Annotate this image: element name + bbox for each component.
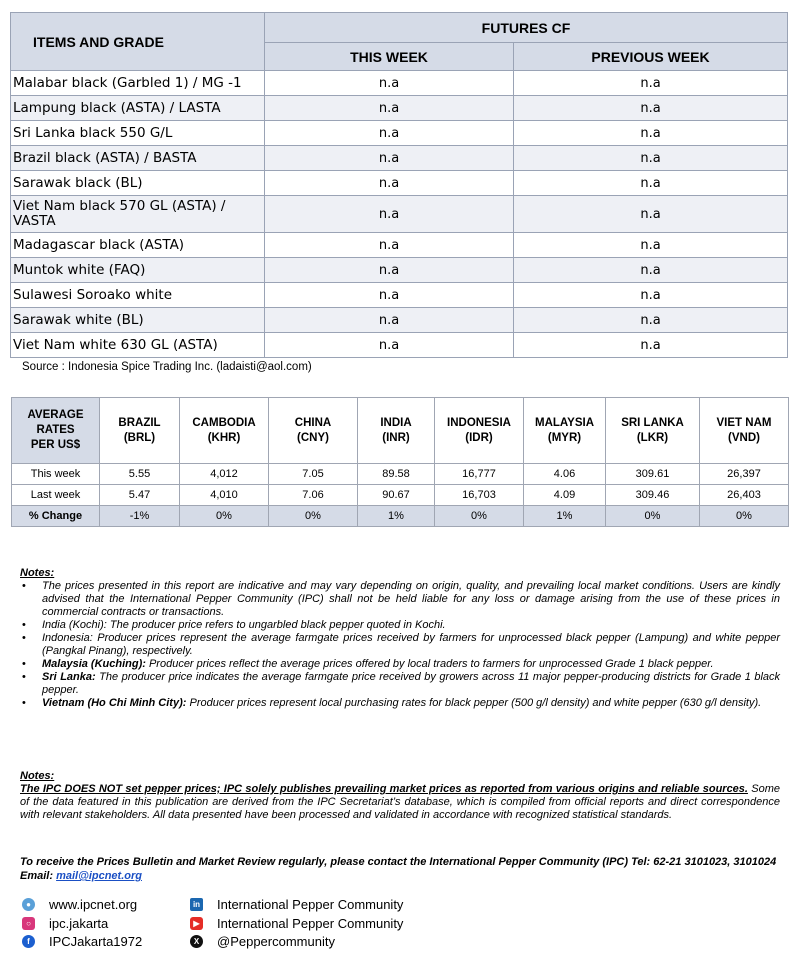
previous-week-value: n.a xyxy=(514,233,788,258)
change-value: 0% xyxy=(606,506,700,527)
rate-value: 4.09 xyxy=(524,485,606,506)
currency-code: (IDR) xyxy=(465,431,493,444)
previous-week-value: n.a xyxy=(514,196,788,233)
country-name: INDIA xyxy=(380,416,412,429)
linkedin-icon: in xyxy=(190,898,203,911)
currency-header-lkr xyxy=(606,398,700,464)
currency-header-khr xyxy=(180,398,269,464)
notes-section xyxy=(20,567,780,710)
this-week-value: n.a xyxy=(265,171,514,196)
disclaimer-section xyxy=(20,770,780,822)
corner-line-2: RATES xyxy=(36,424,75,436)
currency-header-myr xyxy=(524,398,606,464)
country-name: CAMBODIA xyxy=(192,416,256,429)
note-item xyxy=(20,619,780,632)
change-value: 0% xyxy=(180,506,269,527)
social-website[interactable] xyxy=(22,895,137,913)
social-facebook[interactable] xyxy=(22,932,142,950)
table-row xyxy=(11,71,788,96)
x-label: @Peppercommunity xyxy=(217,933,335,949)
table-row xyxy=(11,121,788,146)
table-row xyxy=(11,96,788,121)
item-grade: Sulawesi Soroako white xyxy=(11,283,265,308)
disclaimer-text: Some of the data featured in this publication are derived from the IPC Secretariat’s database, which is compiled from official reports and direct correspondence with relevant stakeholders. All data presented have been processed and validated in accordance with recognized statistical standards. xyxy=(20,783,780,821)
item-grade: Sri Lanka black 550 G/L xyxy=(11,121,265,146)
table-row xyxy=(11,233,788,258)
note-item xyxy=(20,580,780,619)
rate-value: 90.67 xyxy=(358,485,435,506)
rate-value: 4,012 xyxy=(180,464,269,485)
instagram-icon: ○ xyxy=(22,917,35,930)
youtube-label: International Pepper Community xyxy=(217,915,404,931)
disclaimer-strong: The IPC DOES NOT set pepper prices; IPC solely publishes prevailing market prices as reported from various origins and reliable sources. xyxy=(20,783,748,795)
currency-code: (CNY) xyxy=(297,431,329,444)
currency-header-vnd xyxy=(700,398,789,464)
previous-week-value: n.a xyxy=(514,96,788,121)
item-grade: Sarawak black (BL) xyxy=(11,171,265,196)
rates-corner-header xyxy=(12,398,100,464)
currency-code: (LKR) xyxy=(636,431,669,444)
this-week-value: n.a xyxy=(265,121,514,146)
column-header-futures-cf: FUTURES CF xyxy=(265,13,788,43)
currency-code: (VND) xyxy=(728,431,760,444)
x-icon: X xyxy=(190,935,203,948)
change-value: 0% xyxy=(269,506,358,527)
previous-week-value: n.a xyxy=(514,333,788,358)
note-text: The prices presented in this report are indicative and may vary depending on origin, quality, and prevailing local market conditions. Users are kindly advised that the International Pepper Community (IPC) shall not be held liable for any loss or damage arising from the use of these prices in commercial contracts or transactions. xyxy=(42,580,780,618)
item-grade: Malabar black (Garbled 1) / MG -1 xyxy=(11,71,265,96)
currency-header-idr xyxy=(435,398,524,464)
globe-icon: ● xyxy=(22,898,35,911)
country-name: INDONESIA xyxy=(447,416,511,429)
rates-row-this-week xyxy=(12,464,789,485)
rate-value: 7.06 xyxy=(269,485,358,506)
row-label: Last week xyxy=(12,485,100,506)
rates-row-last-week xyxy=(12,485,789,506)
item-grade: Lampung black (ASTA) / LASTA xyxy=(11,96,265,121)
previous-week-value: n.a xyxy=(514,308,788,333)
rate-value: 16,777 xyxy=(435,464,524,485)
instagram-label: ipc.jakarta xyxy=(49,915,109,931)
item-grade: Madagascar black (ASTA) xyxy=(11,233,265,258)
currency-header-inr xyxy=(358,398,435,464)
this-week-value: n.a xyxy=(265,196,514,233)
previous-week-value: n.a xyxy=(514,146,788,171)
change-value: 1% xyxy=(524,506,606,527)
note-item xyxy=(20,671,780,697)
row-label: % Change xyxy=(12,506,100,527)
contact-info xyxy=(20,855,780,883)
change-value: 0% xyxy=(700,506,789,527)
this-week-value: n.a xyxy=(265,283,514,308)
previous-week-value: n.a xyxy=(514,121,788,146)
currency-code: (BRL) xyxy=(123,431,156,444)
rate-value: 26,403 xyxy=(700,485,789,506)
rate-value: 5.55 xyxy=(100,464,180,485)
change-value: -1% xyxy=(100,506,180,527)
social-linkedin[interactable] xyxy=(190,895,403,913)
item-grade: Sarawak white (BL) xyxy=(11,308,265,333)
note-item xyxy=(20,632,780,658)
country-name: BRAZIL xyxy=(118,416,161,429)
linkedin-label: International Pepper Community xyxy=(217,896,404,912)
previous-week-value: n.a xyxy=(514,171,788,196)
country-name: SRI LANKA xyxy=(621,416,684,429)
note-lead: Vietnam (Ho Chi Minh City): xyxy=(42,697,187,709)
note-lead: Malaysia (Kuching): xyxy=(42,658,146,670)
country-name: VIET NAM xyxy=(716,416,772,429)
exchange-rates-table xyxy=(11,397,789,527)
table-row xyxy=(11,333,788,358)
country-name: CHINA xyxy=(294,416,332,429)
note-lead: Sri Lanka: xyxy=(42,671,96,683)
rate-value: 26,397 xyxy=(700,464,789,485)
item-grade: Muntok white (FAQ) xyxy=(11,258,265,283)
facebook-label: IPCJakarta1972 xyxy=(49,933,143,949)
rate-value: 309.46 xyxy=(606,485,700,506)
currency-code: (MYR) xyxy=(547,431,582,444)
facebook-icon: f xyxy=(22,935,35,948)
table-row xyxy=(11,258,788,283)
country-name: MALAYSIA xyxy=(535,416,594,429)
note-text: Indonesia: Producer prices represent the average farmgate prices received by farmers for unprocessed black pepper (Lampung) and white pepper (Pangkal Pinang), respectively. xyxy=(42,632,780,657)
column-header-previous-week: PREVIOUS WEEK xyxy=(514,43,788,71)
note-text: Producer prices reflect the average prices offered by local traders to farmers for unprocessed Grade 1 black pepper. xyxy=(145,658,714,670)
youtube-icon: ▶ xyxy=(190,917,203,930)
social-x[interactable] xyxy=(190,932,335,950)
futures-table xyxy=(10,12,788,358)
currency-code: (INR) xyxy=(382,431,410,444)
this-week-value: n.a xyxy=(265,333,514,358)
table-row xyxy=(11,171,788,196)
notes-list xyxy=(20,580,780,710)
disclaimer-body xyxy=(20,783,780,822)
currency-header-cny xyxy=(269,398,358,464)
previous-week-value: n.a xyxy=(514,71,788,96)
currency-header-brl xyxy=(100,398,180,464)
notes-heading: Notes: xyxy=(20,567,55,579)
rate-value: 16,703 xyxy=(435,485,524,506)
rate-value: 5.47 xyxy=(100,485,180,506)
rate-value: 4.06 xyxy=(524,464,606,485)
this-week-value: n.a xyxy=(265,233,514,258)
change-value: 0% xyxy=(435,506,524,527)
this-week-value: n.a xyxy=(265,308,514,333)
email-link[interactable]: mail@ipcnet.org xyxy=(56,870,142,882)
rate-value: 4,010 xyxy=(180,485,269,506)
table-row xyxy=(11,196,788,233)
rate-value: 89.58 xyxy=(358,464,435,485)
currency-code: (KHR) xyxy=(207,431,241,444)
table-row xyxy=(11,146,788,171)
note-text: India (Kochi): The producer price refers to ungarbled black pepper quoted in Kochi. xyxy=(42,619,446,631)
note-text: Producer prices represent local purchasing rates for black pepper (500 g/l density) and white pepper (630 g/l density). xyxy=(186,697,762,709)
social-youtube[interactable] xyxy=(190,914,403,932)
note-item xyxy=(20,697,780,710)
change-value: 1% xyxy=(358,506,435,527)
disclaimer-heading: Notes: xyxy=(20,770,55,782)
item-grade: Viet Nam white 630 GL (ASTA) xyxy=(11,333,265,358)
rate-value: 309.61 xyxy=(606,464,700,485)
contact-text: To receive the Prices Bulletin and Market Review regularly, please contact the International Pepper Community (IPC) Tel: 62-21 3101023, 3101024 Email: xyxy=(20,856,777,882)
item-grade: Viet Nam black 570 GL (ASTA) / VASTA xyxy=(11,196,265,233)
table-row xyxy=(11,308,788,333)
rate-value: 7.05 xyxy=(269,464,358,485)
this-week-value: n.a xyxy=(265,71,514,96)
table-row xyxy=(11,283,788,308)
previous-week-value: n.a xyxy=(514,283,788,308)
column-header-this-week: THIS WEEK xyxy=(265,43,514,71)
previous-week-value: n.a xyxy=(514,258,788,283)
column-header-items: ITEMS AND GRADE xyxy=(11,13,265,71)
item-grade: Brazil black (ASTA) / BASTA xyxy=(11,146,265,171)
corner-line-3: PER US$ xyxy=(30,439,81,451)
rates-row-percent-change xyxy=(12,506,789,527)
note-item xyxy=(20,658,780,671)
source-note: Source : Indonesia Spice Trading Inc. (ladaisti@aol.com) xyxy=(22,361,312,373)
this-week-value: n.a xyxy=(265,258,514,283)
row-label: This week xyxy=(12,464,100,485)
social-instagram[interactable] xyxy=(22,914,108,932)
this-week-value: n.a xyxy=(265,146,514,171)
this-week-value: n.a xyxy=(265,96,514,121)
note-text: The producer price indicates the average farmgate price received by growers across 11 major pepper-producing districts for Grade 1 black pepper. xyxy=(42,671,781,696)
website-label: www.ipcnet.org xyxy=(49,896,138,912)
corner-line-1: AVERAGE xyxy=(27,409,84,421)
